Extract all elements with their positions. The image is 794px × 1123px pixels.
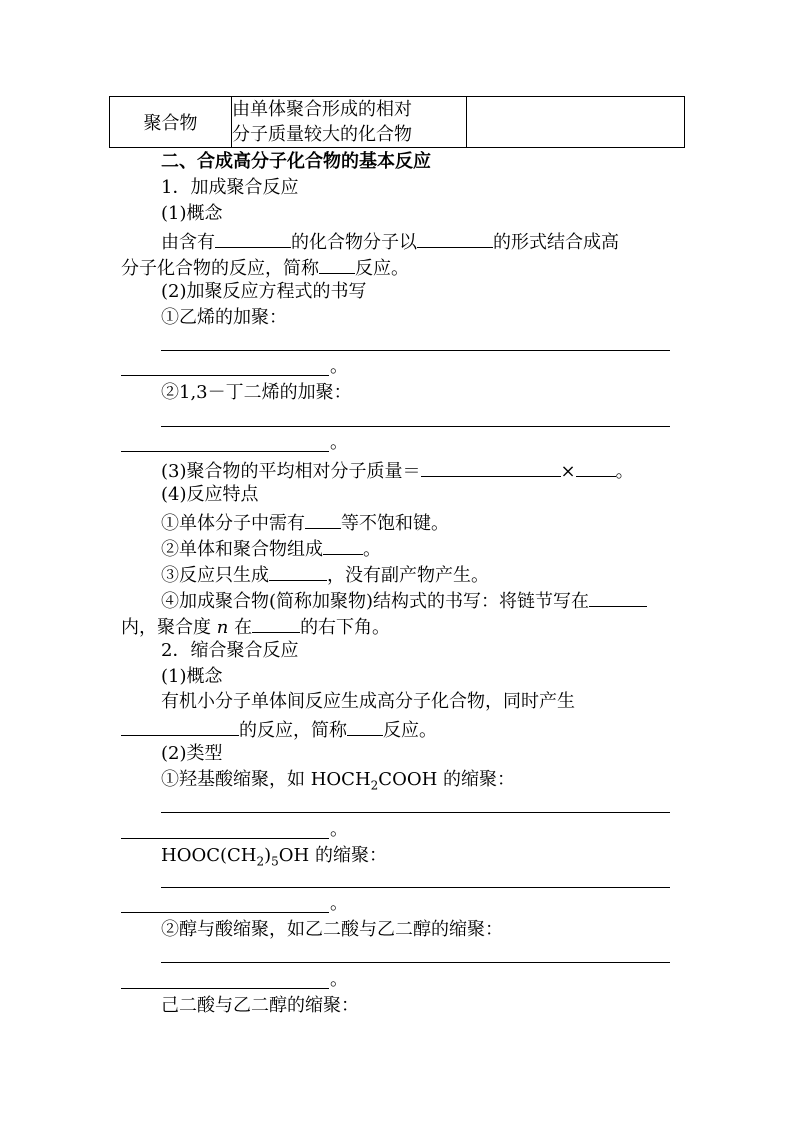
s1-concept-line2: 分子化合物的反应，简称 反应。 — [121, 255, 409, 280]
s2-type1b: $HOOC(CH_2)_5OH$ 的缩聚： — [161, 845, 387, 869]
blank[interactable] — [319, 255, 355, 274]
period: 。 — [330, 893, 348, 914]
s1-title: 1．加成聚合反应 — [161, 177, 299, 198]
s1-feat2: ②单体和聚合物组成 。 — [161, 536, 381, 561]
blank[interactable] — [305, 510, 341, 529]
blank[interactable] — [576, 458, 616, 477]
s1-concept-line1: 由含有 的化合物分子以 的形式结合成高 — [161, 229, 619, 254]
table-cell-empty — [467, 97, 685, 148]
blank[interactable] — [417, 229, 493, 248]
s2-concept-line1: 有机小分子单体间反应生成高分子化合物，同时产生 — [161, 691, 575, 712]
answer-line[interactable] — [121, 451, 329, 452]
blank[interactable] — [323, 536, 363, 555]
section-title: 二、合成高分子化合物的基本反应 — [161, 151, 431, 172]
s1-feat4-line1: ④加成聚合物(简称加聚物)结构式的书写：将链节写在 — [161, 588, 647, 613]
s1-mass: (3)聚合物的平均相对分子质量＝ × 。 — [161, 458, 634, 483]
answer-line[interactable] — [121, 912, 329, 913]
s2-type-label: (2)类型 — [161, 743, 223, 764]
definition-table — [109, 96, 685, 148]
s2-concept-line2: 的反应，简称 反应。 — [121, 717, 437, 742]
s2-title: 2．缩合聚合反应 — [161, 640, 299, 661]
answer-line[interactable] — [121, 375, 329, 376]
blank[interactable] — [121, 717, 239, 736]
answer-line[interactable] — [121, 988, 329, 989]
answer-line[interactable] — [161, 812, 670, 813]
table-cell-term: 聚合物 — [110, 97, 232, 148]
period: 。 — [330, 356, 348, 377]
answer-line[interactable] — [161, 887, 670, 888]
answer-line[interactable] — [161, 962, 670, 963]
blank[interactable] — [347, 717, 383, 736]
s2-type2b: 己二酸与乙二醇的缩聚： — [161, 995, 359, 1016]
s2-type1: ①羟基酸缩聚，如 $HOCH_2COOH$ 的缩聚： — [161, 769, 516, 793]
period: 。 — [330, 819, 348, 840]
blank[interactable] — [252, 614, 300, 633]
s1-eq2: ②1,3－丁二烯的加聚： — [161, 382, 352, 403]
s1-feat-label: (4)反应特点 — [161, 484, 259, 505]
blank[interactable] — [589, 588, 647, 607]
table-cell-definition: 由单体聚合形成的相对 分子质量较大的化合物 — [232, 97, 467, 148]
answer-line[interactable] — [161, 350, 670, 351]
answer-line[interactable] — [121, 838, 329, 839]
s1-feat3: ③反应只生成 ，没有副产物产生。 — [161, 562, 489, 587]
period: 。 — [330, 432, 348, 453]
s2-type2: ②醇与酸缩聚，如乙二酸与乙二醇的缩聚： — [161, 919, 503, 940]
blank[interactable] — [269, 562, 327, 581]
blank[interactable] — [215, 229, 291, 248]
answer-line[interactable] — [161, 426, 670, 427]
period: 。 — [330, 969, 348, 990]
blank[interactable] — [421, 458, 561, 477]
s1-eq1: ①乙烯的加聚： — [161, 307, 287, 328]
s1-concept-label: (1)概念 — [161, 203, 223, 224]
s2-concept-label: (1)概念 — [161, 666, 223, 687]
s1-feat1: ①单体分子中需有 等不饱和键。 — [161, 510, 449, 535]
s1-feat4-line2: 内，聚合度 n 在 的右下角。 — [121, 614, 390, 639]
s1-eq-label: (2)加聚反应方程式的书写 — [161, 281, 367, 302]
